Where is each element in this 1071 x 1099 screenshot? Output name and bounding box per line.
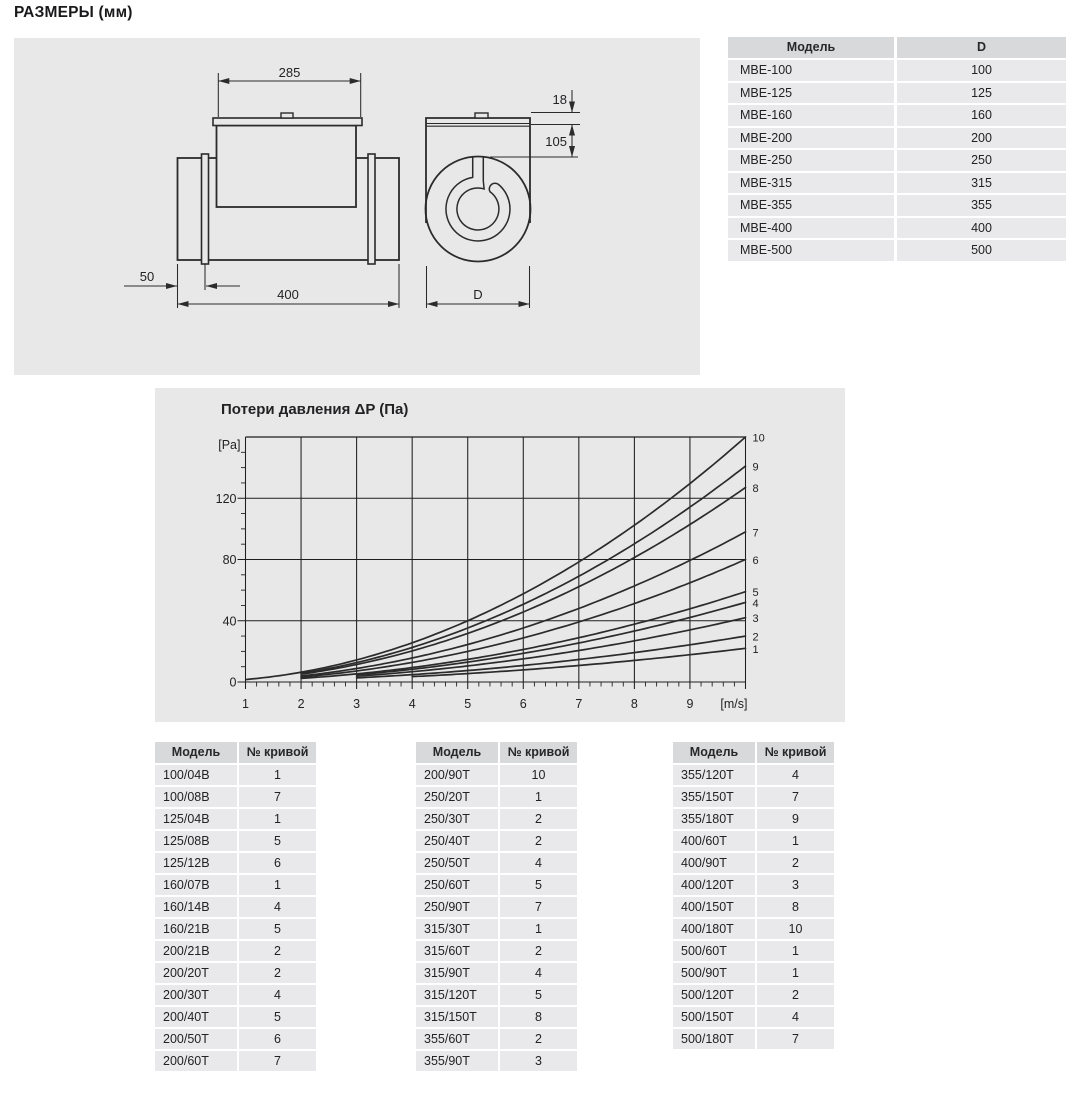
table-cell: 4	[500, 963, 577, 983]
curve-number-label: 2	[752, 631, 759, 644]
table-cell: 160/21В	[155, 919, 237, 939]
curve-number-label: 7	[752, 527, 759, 540]
table-cell: 8	[757, 897, 834, 917]
table-cell: 1	[500, 787, 577, 807]
chart-title: Потери давления ΔP (Па)	[221, 401, 409, 418]
curve-table-3	[673, 742, 834, 1051]
dimensions-drawing	[14, 38, 700, 375]
table-cell: 200/20Т	[155, 963, 237, 983]
table-cell: 355/90Т	[416, 1051, 498, 1071]
table-row	[728, 218, 1066, 239]
table-row	[416, 787, 577, 807]
table-row	[416, 1029, 577, 1049]
dimensions-drawing-panel	[14, 38, 700, 375]
table-cell: 400/90Т	[673, 853, 755, 873]
clamp-right	[368, 154, 375, 264]
table-cell: 6	[239, 853, 316, 873]
table-cell: 200/40Т	[155, 1007, 237, 1027]
table-cell: 5	[239, 1007, 316, 1027]
terminal-box-lid	[213, 118, 362, 126]
table-row	[155, 1029, 316, 1049]
table-cell: 1	[239, 765, 316, 785]
table-header-cell: Модель	[673, 742, 755, 763]
table-row	[673, 853, 834, 873]
table-cell: 100/04В	[155, 765, 237, 785]
table-cell: 4	[239, 897, 316, 917]
table-row	[155, 809, 316, 829]
curve-number-label: 1	[752, 643, 759, 656]
table-header-cell: № кривой	[757, 742, 834, 763]
table-row	[416, 941, 577, 961]
x-tick-label: 9	[686, 697, 694, 711]
table-header-cell: № кривой	[239, 742, 316, 763]
table-row	[155, 1007, 316, 1027]
y-tick-label: 120	[215, 491, 237, 506]
dimension-label-285: 285	[278, 65, 301, 80]
table-cell: 315/150Т	[416, 1007, 498, 1027]
table-row	[155, 985, 316, 1005]
table-row	[416, 1007, 577, 1027]
table-cell: 8	[500, 1007, 577, 1027]
table-cell: 4	[239, 985, 316, 1005]
table-cell: 4	[757, 765, 834, 785]
table-cell: 10	[757, 919, 834, 939]
table-cell: МВЕ-355	[728, 195, 894, 216]
dimension-label-18: 18	[552, 92, 567, 107]
table-cell: 400/120Т	[673, 875, 755, 895]
table-row	[155, 831, 316, 851]
table-row	[155, 875, 316, 895]
table-row	[673, 985, 834, 1005]
table-cell: 5	[239, 919, 316, 939]
page-title: РАЗМЕРЫ (мм)	[14, 4, 133, 21]
table-cell: 355	[897, 195, 1066, 216]
table-row	[728, 105, 1066, 126]
table-cell: 7	[500, 897, 577, 917]
table-cell: 160/07В	[155, 875, 237, 895]
table-header-cell: Модель	[155, 742, 237, 763]
table-row	[728, 83, 1066, 104]
table-cell: 9	[757, 809, 834, 829]
table-cell: 100	[897, 60, 1066, 81]
table-row	[416, 919, 577, 939]
table-row	[673, 831, 834, 851]
x-tick-label: 7	[575, 697, 583, 711]
table-cell: 2	[239, 941, 316, 961]
table-cell: МВЕ-250	[728, 150, 894, 171]
table-cell: 200/50Т	[155, 1029, 237, 1049]
table-row	[673, 919, 834, 939]
x-tick-label: 2	[297, 697, 305, 711]
table-cell: 160/14В	[155, 897, 237, 917]
table-cell: 250/90Т	[416, 897, 498, 917]
table-cell: 355/60Т	[416, 1029, 498, 1049]
table-row	[416, 897, 577, 917]
table-cell: 2	[500, 809, 577, 829]
x-tick-label: 6	[519, 697, 527, 711]
x-tick-label: 4	[408, 697, 416, 711]
table-cell: 500/120Т	[673, 985, 755, 1005]
table-cell: 500/150Т	[673, 1007, 755, 1027]
table-cell: 1	[239, 809, 316, 829]
pressure-curve-4	[357, 602, 746, 674]
curve-table-2	[416, 742, 577, 1073]
lid-latch-end	[475, 113, 488, 118]
curve-number-label: 5	[752, 587, 759, 600]
table-row	[728, 195, 1066, 216]
table-row	[728, 60, 1066, 81]
table-cell: 315/60Т	[416, 941, 498, 961]
table-row	[155, 787, 316, 807]
table-cell: 2	[500, 941, 577, 961]
table-row	[673, 1029, 834, 1049]
table-cell: 200/60Т	[155, 1051, 237, 1071]
table-cell: 355/120Т	[673, 765, 755, 785]
table-cell: 125/04В	[155, 809, 237, 829]
table-row	[728, 240, 1066, 261]
curve-number-label: 4	[752, 597, 759, 610]
table-cell: 200	[897, 128, 1066, 149]
table-cell: МВЕ-160	[728, 105, 894, 126]
table-cell: 315/120Т	[416, 985, 498, 1005]
table-cell: 7	[239, 1051, 316, 1071]
table-row	[155, 963, 316, 983]
table-cell: МВЕ-500	[728, 240, 894, 261]
table-cell: 3	[500, 1051, 577, 1071]
table-cell: 2	[500, 831, 577, 851]
table-cell: 1	[757, 963, 834, 983]
table-row	[416, 809, 577, 829]
table-cell: 125	[897, 83, 1066, 104]
table-cell: 400/180Т	[673, 919, 755, 939]
table-cell: 400/60Т	[673, 831, 755, 851]
table-cell: 5	[239, 831, 316, 851]
table-cell: 315/90Т	[416, 963, 498, 983]
table-cell: 125/12В	[155, 853, 237, 873]
table-cell: 355/180Т	[673, 809, 755, 829]
table-cell: МВЕ-125	[728, 83, 894, 104]
table-header-row	[673, 742, 834, 763]
table-row	[416, 831, 577, 851]
table-cell: 315	[897, 173, 1066, 194]
table-row	[673, 875, 834, 895]
table-row	[673, 897, 834, 917]
table-cell: 10	[500, 765, 577, 785]
table-cell: 1	[239, 875, 316, 895]
table-cell: 250/20Т	[416, 787, 498, 807]
y-tick-label: 80	[222, 553, 237, 567]
table-cell: 4	[500, 853, 577, 873]
table-row	[416, 875, 577, 895]
y-axis-unit-label: [Pa]	[218, 438, 241, 452]
table-cell: 7	[757, 787, 834, 807]
table-cell: 5	[500, 875, 577, 895]
table-cell: 1	[757, 941, 834, 961]
table-cell: 250/60Т	[416, 875, 498, 895]
y-tick-label: 40	[222, 614, 237, 629]
table-cell: 3	[757, 875, 834, 895]
table-cell: 2	[757, 985, 834, 1005]
table-cell: 250/40Т	[416, 831, 498, 851]
table-row	[673, 787, 834, 807]
table-header-cell: Модель	[728, 37, 894, 58]
table-cell: 2	[239, 963, 316, 983]
table-row	[416, 1051, 577, 1071]
table-cell: 200/30Т	[155, 985, 237, 1005]
table-cell: МВЕ-315	[728, 173, 894, 194]
table-cell: 400/150Т	[673, 897, 755, 917]
dimension-label-105: 105	[545, 134, 567, 149]
table-cell: 7	[757, 1029, 834, 1049]
table-cell: 1	[757, 831, 834, 851]
table-header-cell: D	[897, 37, 1066, 58]
table-header-row	[416, 742, 577, 763]
dimension-label-50: 50	[139, 269, 155, 284]
table-row	[155, 919, 316, 939]
clamp-left	[202, 154, 209, 264]
table-cell: 500/90Т	[673, 963, 755, 983]
table-cell: 355/150Т	[673, 787, 755, 807]
table-row	[416, 985, 577, 1005]
x-tick-label: 5	[464, 697, 472, 711]
curve-number-label: 10	[752, 432, 765, 445]
table-cell: 400	[897, 218, 1066, 239]
table-cell: 200/90Т	[416, 765, 498, 785]
table-cell: 2	[500, 1029, 577, 1049]
curve-table-1	[155, 742, 316, 1073]
curve-number-label: 6	[752, 555, 759, 567]
table-cell: 315/30Т	[416, 919, 498, 939]
table-row	[155, 853, 316, 873]
side-view	[178, 113, 400, 264]
table-row	[673, 963, 834, 983]
table-cell: 200/21В	[155, 941, 237, 961]
table-header-cell: № кривой	[500, 742, 577, 763]
table-cell: 250	[897, 150, 1066, 171]
table-cell: 1	[500, 919, 577, 939]
table-header-cell: Модель	[416, 742, 498, 763]
table-row	[416, 853, 577, 873]
table-cell: 250/50Т	[416, 853, 498, 873]
table-cell: 500	[897, 240, 1066, 261]
table-cell: 4	[757, 1007, 834, 1027]
table-row	[673, 765, 834, 785]
curve-number-label: 9	[752, 461, 759, 474]
duct-opening	[426, 157, 531, 262]
table-cell: МВЕ-100	[728, 60, 894, 81]
table-cell: 5	[500, 985, 577, 1005]
dimension-label-400: 400	[277, 287, 299, 302]
table-cell: 500/60Т	[673, 941, 755, 961]
pressure-loss-chart-panel	[155, 388, 845, 722]
end-view	[426, 113, 531, 262]
pressure-loss-chart	[155, 388, 845, 722]
table-row	[155, 941, 316, 961]
table-cell: 100/08В	[155, 787, 237, 807]
table-header-row	[155, 742, 316, 763]
terminal-box	[217, 126, 357, 208]
table-cell: 125/08В	[155, 831, 237, 851]
table-row	[728, 173, 1066, 194]
y-tick-label: 0	[229, 675, 237, 690]
curve-number-label: 8	[752, 483, 759, 496]
table-row	[728, 150, 1066, 171]
end-view-dimensions	[427, 90, 581, 308]
table-row	[673, 809, 834, 829]
pressure-curve-10	[247, 437, 746, 680]
table-header-row	[728, 37, 1066, 58]
table-row	[416, 765, 577, 785]
table-row	[155, 1051, 316, 1071]
x-tick-label: 3	[353, 697, 361, 711]
x-tick-label: 1	[242, 697, 249, 711]
curve-number-label: 3	[752, 613, 759, 626]
table-cell: 160	[897, 105, 1066, 126]
table-row	[728, 128, 1066, 149]
heating-element	[446, 157, 510, 241]
table-cell: МВЕ-200	[728, 128, 894, 149]
lid-latch	[281, 113, 293, 118]
table-cell: 7	[239, 787, 316, 807]
table-cell: 2	[757, 853, 834, 873]
table-row	[673, 941, 834, 961]
table-cell: МВЕ-400	[728, 218, 894, 239]
dimension-label-D: D	[473, 287, 483, 302]
table-row	[416, 963, 577, 983]
table-row	[155, 765, 316, 785]
table-row	[673, 1007, 834, 1027]
models-diameter-table	[728, 37, 1066, 263]
x-tick-label: 8	[630, 697, 638, 711]
x-axis-unit-label: [m/s]	[720, 697, 748, 711]
table-cell: 500/180Т	[673, 1029, 755, 1049]
table-cell: 6	[239, 1029, 316, 1049]
table-cell: 250/30Т	[416, 809, 498, 829]
table-row	[155, 897, 316, 917]
